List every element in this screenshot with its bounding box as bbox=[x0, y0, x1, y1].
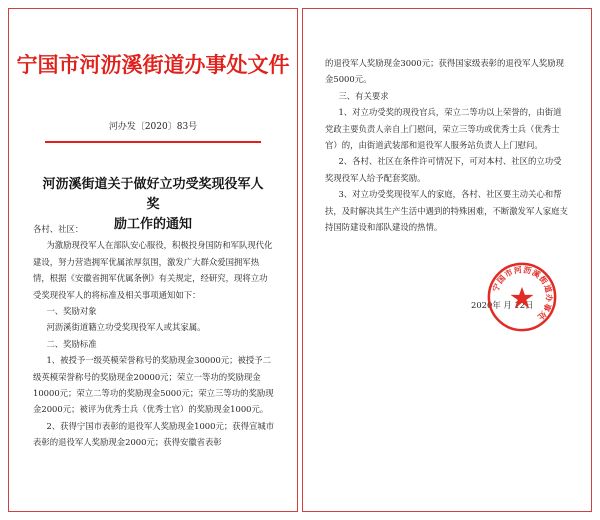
document-body-continued bbox=[325, 55, 569, 235]
standard-item-1: 1、被授予一级英模荣誉称号的奖励现金30000元；被授予二级英模荣誉称号的奖励现金20000元；荣立一等功的奖励现金10000元；荣立二等功的奖励现金5000元；荣立三等功的奖励现金2000元；被评为优秀士兵（优秀士官）的奖励现金1000元。 bbox=[33, 355, 274, 415]
section-heading-1: 一、奖励对象 bbox=[46, 306, 97, 317]
seal-text: 宁国市河沥溪街道办事处 bbox=[491, 265, 554, 322]
document-header: 宁国市河沥溪街道办事处文件 bbox=[16, 52, 290, 77]
salutation: 各村、社区： bbox=[33, 224, 84, 234]
requirement-item-2: 2、各村、社区在条件许可情况下，可对本村、社区的立功受奖现役军人给予配套奖励。 bbox=[325, 156, 562, 183]
continued-paragraph: 的退役军人奖励现金3000元；获得国家级表彰的退役军人奖励现金5000元。 bbox=[325, 58, 565, 85]
intro-paragraph: 为激励现役军人在部队安心服役，积极投身国防和军队现代化建设，努力营造拥军优属浓厚氛围，激发广大群众爱国拥军热情，根据《安徽省拥军优属条例》有关规定，经研究，现将立功受奖现役军人的将标准及相关事项通知如下： bbox=[33, 240, 273, 300]
title-line-1: 河沥溪街道关于做好立功受奖现役军人奖 bbox=[42, 177, 264, 212]
document-body bbox=[33, 221, 275, 451]
red-divider bbox=[45, 141, 261, 143]
requirement-item-3: 3、对立功受奖现役军人的家庭，各村、社区要主动关心和帮扶，及时解决其生产生活中遇到的特殊困难，不断激发军人家庭支持国防建设和部队建设的热情。 bbox=[325, 189, 568, 233]
standard-item-2: 2、获得宁国市表彰的退役军人奖励现金1000元；获得宣城市表彰的退役军人奖励现金2000元；获得安徽省表彰 bbox=[33, 420, 275, 448]
title-line-2: 励工作的通知 bbox=[113, 217, 192, 232]
requirement-item-1: 1、对立功受奖的现役官兵，荣立二等功以上荣誉的，由街道党政主要负责人亲自上门慰问，荣立三等功或优秀士兵（优秀士官）的，由街道武装部和退役军人服务站负责人上门慰问。 bbox=[325, 107, 562, 151]
section-heading-2: 二、奖励标准 bbox=[46, 338, 97, 349]
section-heading-3: 三、有关要求 bbox=[338, 90, 389, 101]
document-page-2 bbox=[302, 8, 592, 512]
document-page-1 bbox=[8, 8, 298, 512]
official-seal-icon bbox=[486, 261, 558, 333]
document-date: 2020年 月 12日 bbox=[471, 300, 534, 310]
section-1-text: 河沥溪街道籍立功受奖现役军人或其家属。 bbox=[46, 322, 206, 333]
document-number: 河办发〔2020〕83号 bbox=[108, 122, 198, 132]
